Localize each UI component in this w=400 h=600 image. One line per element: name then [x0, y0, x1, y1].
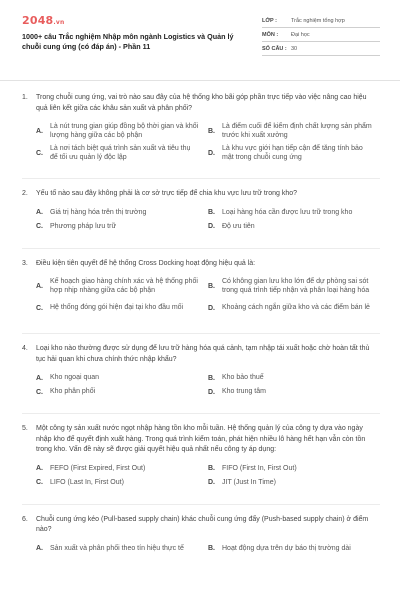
- option-c[interactable]: C. Là nơi tách biệt quá trình sản xuất và tiêu thụ để tối ưu quản lý độc lập: [36, 144, 191, 161]
- question-3: [22, 259, 380, 320]
- meta-value: 30: [291, 45, 298, 52]
- question-number: 1.: [22, 94, 28, 101]
- divider: [22, 413, 380, 414]
- meta-row-count: [262, 42, 380, 56]
- option-list: [36, 462, 380, 490]
- option-b[interactable]: B. Hoạt động dựa trên dự báo thị trường dài: [208, 544, 351, 552]
- option-c[interactable]: C. Phương pháp lưu trữ: [36, 222, 117, 230]
- option-list: [36, 542, 380, 556]
- option-a[interactable]: A. Là nút trung gian giúp đồng bộ thời gian và khối lượng hàng giữa các bộ phận: [36, 122, 199, 139]
- option-c[interactable]: C. LIFO (Last In, First Out): [36, 478, 124, 486]
- question-number: 2.: [22, 190, 28, 197]
- header-divider: [0, 80, 400, 81]
- meta-row-class: [262, 14, 380, 28]
- option-list: [36, 275, 380, 319]
- meta-key: LỚP :: [262, 17, 277, 24]
- option-d[interactable]: D. Là khu vực giới hạn tiếp cận để tăng tính bảo mật trong chuỗi cung ứng: [208, 144, 363, 161]
- option-b[interactable]: B. Là điểm cuối để kiểm định chất lượng sản phẩm trước khi xuất xưởng: [208, 122, 372, 139]
- divider: [22, 178, 380, 179]
- question-text: Yếu tố nào sau đây không phải là cơ sở trực tiếp để chia khu vực lưu trữ trong kho?: [36, 190, 298, 197]
- option-a[interactable]: A. Sản xuất và phân phối theo tín hiệu thực tế: [36, 544, 184, 552]
- option-d[interactable]: D. Khoảng cách ngắn giữa kho và các điểm bán lẻ: [208, 304, 370, 312]
- meta-key: MÔN :: [262, 31, 279, 38]
- question-number: 5.: [22, 425, 28, 432]
- meta-table: [262, 14, 380, 56]
- question-text: Chuỗi cung ứng kéo (Pull-based supply chain) khác chuỗi cung ứng đẩy (Push-based supply chain) ở điểm nào?: [36, 515, 369, 533]
- brand: [22, 14, 242, 51]
- option-a[interactable]: A. Giá trị hàng hóa trên thị trường: [36, 208, 147, 216]
- question-number: 6.: [22, 515, 28, 523]
- option-c[interactable]: C. Hệ thống đóng gói hiện đại tại kho đầu mối: [36, 304, 184, 312]
- question-5: [22, 424, 380, 490]
- header: [22, 14, 380, 74]
- page-title: 1000+ câu Trắc nghiệm Nhập môn ngành Logistics và Quản lý chuỗi cung ứng (có đáp án) - Phần 11: [22, 32, 234, 51]
- option-c[interactable]: C. Kho phân phối: [36, 388, 96, 396]
- question-text: Loại kho nào thường được sử dụng để lưu trữ hàng hóa quá cảnh, tạm nhập tái xuất hoặc chờ hoàn tất thủ tục hải quan khi chưa chính thức nhập khẩu?: [36, 345, 370, 363]
- option-d[interactable]: D. Độ ưu tiên: [208, 222, 255, 230]
- option-b[interactable]: B. Loại hàng hóa cần được lưu trữ trong kho: [208, 208, 353, 216]
- option-list: [36, 206, 380, 234]
- meta-key: SỐ CÂU :: [262, 45, 287, 52]
- option-a[interactable]: A. Kho ngoại quan: [36, 374, 100, 382]
- question-number: 4.: [22, 345, 28, 352]
- question-text: Trong chuỗi cung ứng, vai trò nào sau đây của hệ thống kho bãi góp phần trực tiếp vào việc nâng cao hiệu quả liên kết giữa các khâu sản xuất và phân phối?: [36, 94, 367, 112]
- meta-value: Trắc nghiệm tổng hợp: [291, 17, 345, 24]
- option-a[interactable]: A. Kế hoạch giao hàng chính xác và hệ thống phối hợp nhịp nhàng giữa các bộ phận: [36, 277, 198, 294]
- question-4: [22, 344, 380, 399]
- question-list: [22, 93, 380, 556]
- divider: [22, 248, 380, 249]
- question-6: [22, 515, 380, 556]
- option-b[interactable]: B. FIFO (First In, First Out): [208, 464, 297, 472]
- question-text: Điều kiện tiên quyết để hệ thống Cross Docking hoạt động hiệu quả là:: [36, 259, 256, 267]
- question-text: Một công ty sản xuất nước ngọt nhập hàng tồn kho mỗi tuần. Hệ thống quản lý của công ty dựa vào ngày nhập kho để quyết định xuất hàng. Trong quá trình kiểm toán, phát hiện nhiều lô hàng hết hạn vẫn còn tồn trong kho. Vấn đề này sẽ được giải quyết hiệu quả nhất nếu công ty áp dụng:: [36, 425, 366, 453]
- site-logo[interactable]: 2048.vn: [22, 14, 65, 27]
- option-a[interactable]: A. FEFO (First Expired, First Out): [36, 464, 146, 472]
- question-2: [22, 189, 380, 234]
- question-1: [22, 93, 380, 164]
- option-list: [36, 371, 380, 399]
- option-d[interactable]: D. JIT (Just In Time): [208, 478, 276, 486]
- option-list: [36, 120, 380, 164]
- divider: [22, 333, 380, 334]
- option-d[interactable]: D. Kho trung tâm: [208, 388, 266, 396]
- option-b[interactable]: B. Có không gian lưu kho lớn để dự phòng sai sót trong quá trình tiếp nhận và phân loại hàng hóa: [208, 277, 370, 294]
- option-b[interactable]: B. Kho bảo thuế: [208, 374, 264, 382]
- meta-value: Đại học: [291, 31, 310, 38]
- divider: [22, 504, 380, 505]
- meta-row-subject: [262, 28, 380, 42]
- question-number: 3.: [22, 259, 28, 267]
